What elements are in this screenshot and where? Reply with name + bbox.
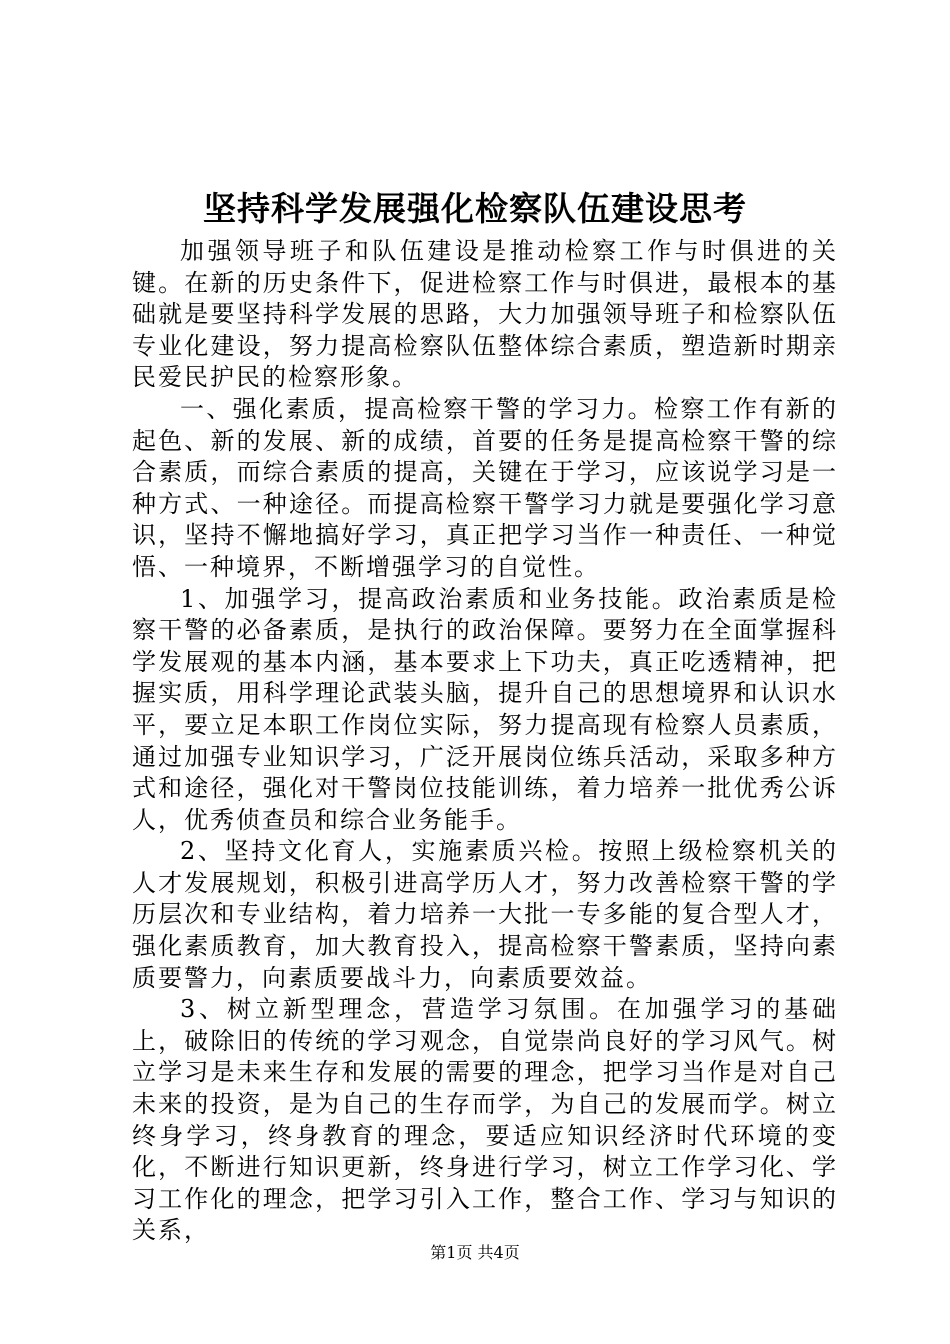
page-title: 坚持科学发展强化检察队伍建设思考 <box>203 189 747 228</box>
paragraph-item-2: 2、坚持文化育人，实施素质兴检。按照上级检察机关的人才发展规划，积极引进高学历人才，努力改善检察干警的学历层次和专业结构，着力培养一大批一专多能的复合型人才，强化素质教育，加大教育投入，提高检察干警素质，坚持向素质要警力，向素质要战斗力，向素质要效益。 <box>132 837 838 992</box>
paragraph-intro: 加强领导班子和队伍建设是推动检察工作与时俱进的关键。在新的历史条件下，促进检察工作与时俱进，最根本的基础就是要坚持科学发展的思路，大力加强领导班子和检察队伍专业化建设，努力提高检察队伍整体综合素质，塑造新时期亲民爱民护民的检察形象。 <box>132 237 838 392</box>
page-footer: 第1页 共4页 <box>430 1243 520 1262</box>
paragraph-item-3: 3、树立新型理念，营造学习氛围。在加强学习的基础上，破除旧的传统的学习观念，自觉崇尚良好的学习风气。树立学习是未来生存和发展的需要的理念，把学习当作是对自己未来的投资，是为自己的生存而学，为自己的发展而学。树立终身学习，终身教育的理念，要适应知识经济时代环境的变化，不断进行知识更新，终身进行学习，树立工作学习化、学习工作化的理念，把学习引入工作，整合工作、学习与知识的关系， <box>132 995 838 1245</box>
paragraph-section-1: 一、强化素质，提高检察干警的学习力。检察工作有新的起色、新的发展、新的成绩，首要的任务是提高检察干警的综合素质，而综合素质的提高，关键在于学习，应该说学习是一种方式、一种途径。而提高检察干警学习力就是要强化学习意识，坚持不懈地搞好学习，真正把学习当作一种责任、一种觉悟、一种境界，不断增强学习的自觉性。 <box>132 394 838 581</box>
document-body <box>132 236 838 1247</box>
paragraph-item-1: 1、加强学习，提高政治素质和业务技能。政治素质是检察干警的必备素质，是执行的政治保障。要努力在全面掌握科学发展观的基本内涵，基本要求上下功夫，真正吃透精神，把握实质，用科学理论武装头脑，提升自己的思想境界和认识水平，要立足本职工作岗位实际，努力提高现有检察人员素质，通过加强专业知识学习，广泛开展岗位练兵活动，采取多种方式和途径，强化对干警岗位技能训练，着力培养一批优秀公诉人，优秀侦查员和综合业务能手。 <box>132 584 838 834</box>
